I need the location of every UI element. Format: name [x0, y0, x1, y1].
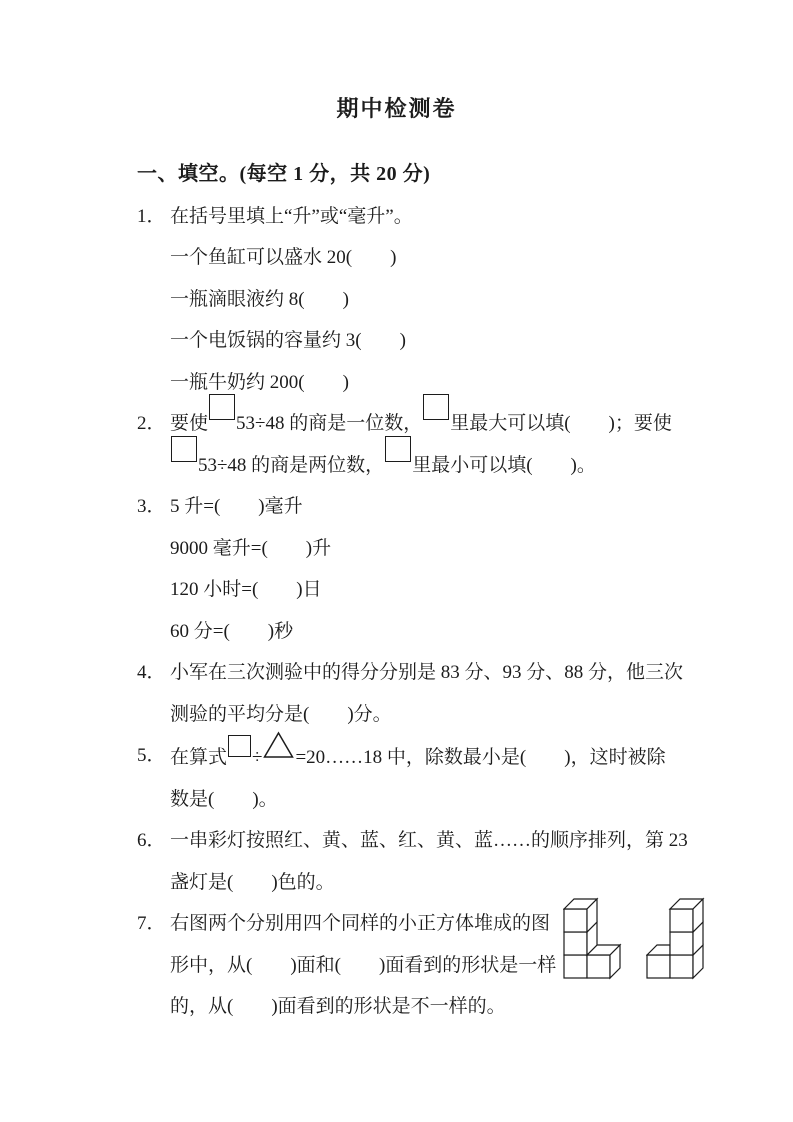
question-1-text: 在括号里填上“升”或“毫升”。 — [170, 205, 413, 227]
blank-box-icon — [209, 394, 235, 420]
question-6-content — [170, 820, 707, 903]
question-2-text: 53÷48 的商是一位数， — [236, 413, 423, 434]
question-3-item-4: 60 分=( )秒 — [170, 620, 294, 642]
question-5-text: =20……18 中，除数最小是( )，这时被除 — [295, 747, 666, 768]
question-2 — [137, 403, 707, 486]
cube-figure-left-icon — [563, 897, 622, 980]
question-2-line-2 — [170, 445, 707, 487]
question-6 — [137, 820, 707, 903]
question-2-text: 53÷48 的商是两位数， — [198, 454, 385, 476]
question-7 — [137, 903, 707, 1028]
question-5-text: 在算式 — [170, 747, 228, 768]
cube-figures — [563, 897, 705, 980]
question-7-content — [170, 903, 707, 1028]
question-3-item-1: 5 升=( )毫升 — [170, 496, 303, 517]
question-1-content — [170, 196, 707, 404]
question-5-content — [170, 735, 707, 820]
question-2-number: 2． — [137, 413, 166, 434]
question-7-number: 7． — [137, 913, 166, 934]
question-3 — [137, 486, 707, 652]
question-5-number: 5． — [137, 745, 166, 766]
question-5 — [137, 735, 707, 820]
question-1 — [137, 196, 707, 404]
question-6-line-1: 一串彩灯按照红、黄、蓝、红、黄、蓝……的顺序排列，第 23 — [170, 830, 688, 851]
question-4-number: 4． — [137, 662, 166, 683]
question-2-content — [170, 403, 707, 486]
question-2-line-1 — [170, 403, 707, 445]
question-3-content — [170, 486, 707, 652]
question-4-line-2: 测验的平均分是( )分。 — [170, 703, 392, 725]
question-3-item-2: 9000 毫升=( )升 — [170, 537, 332, 559]
question-3-number: 3． — [137, 496, 166, 517]
question-7-line-1: 右图两个分别用四个同样的小正方体堆成的图 — [170, 913, 551, 934]
cube-figure-right-icon — [646, 897, 705, 980]
page-title: 期中检测卷 — [336, 96, 457, 121]
question-2-text: 里最大可以填( )；要使 — [450, 413, 672, 434]
blank-box-icon — [423, 394, 449, 420]
question-2-text: 里最小可以填( )。 — [412, 454, 596, 476]
blank-box-icon — [228, 735, 251, 757]
question-1-number: 1． — [137, 205, 166, 227]
question-2-text: 要使 — [170, 413, 209, 434]
question-1-item-4: 一瓶牛奶约 200( ) — [170, 371, 349, 393]
question-7-line-3: 的，从( )面看到的形状是不一样的。 — [170, 996, 506, 1017]
question-5-line-1 — [170, 735, 707, 779]
question-4-content — [170, 652, 707, 735]
section-heading: 一、填空。(每空 1 分，共 20 分) — [137, 163, 431, 185]
question-1-item-3: 一个电饭锅的容量约 3( ) — [170, 330, 406, 351]
question-1-item-2: 一瓶滴眼液约 8( ) — [170, 288, 349, 310]
blank-box-icon — [171, 436, 197, 462]
question-7-line-2: 形中，从( )面和( )面看到的形状是一样 — [170, 954, 557, 976]
question-6-line-2: 盏灯是( )色的。 — [170, 871, 335, 893]
blank-triangle-icon — [263, 731, 294, 759]
question-1-item-1: 一个鱼缸可以盛水 20( ) — [170, 247, 397, 268]
divide-sign: ÷ — [252, 747, 263, 768]
question-4-line-1: 小军在三次测验中的得分分别是 83 分、93 分、88 分，他三次 — [170, 662, 684, 683]
question-4 — [137, 652, 707, 735]
question-6-number: 6． — [137, 830, 166, 851]
question-3-item-3: 120 小时=( )日 — [170, 579, 322, 600]
question-5-line-2: 数是( )。 — [170, 788, 278, 810]
blank-box-icon — [385, 436, 411, 462]
